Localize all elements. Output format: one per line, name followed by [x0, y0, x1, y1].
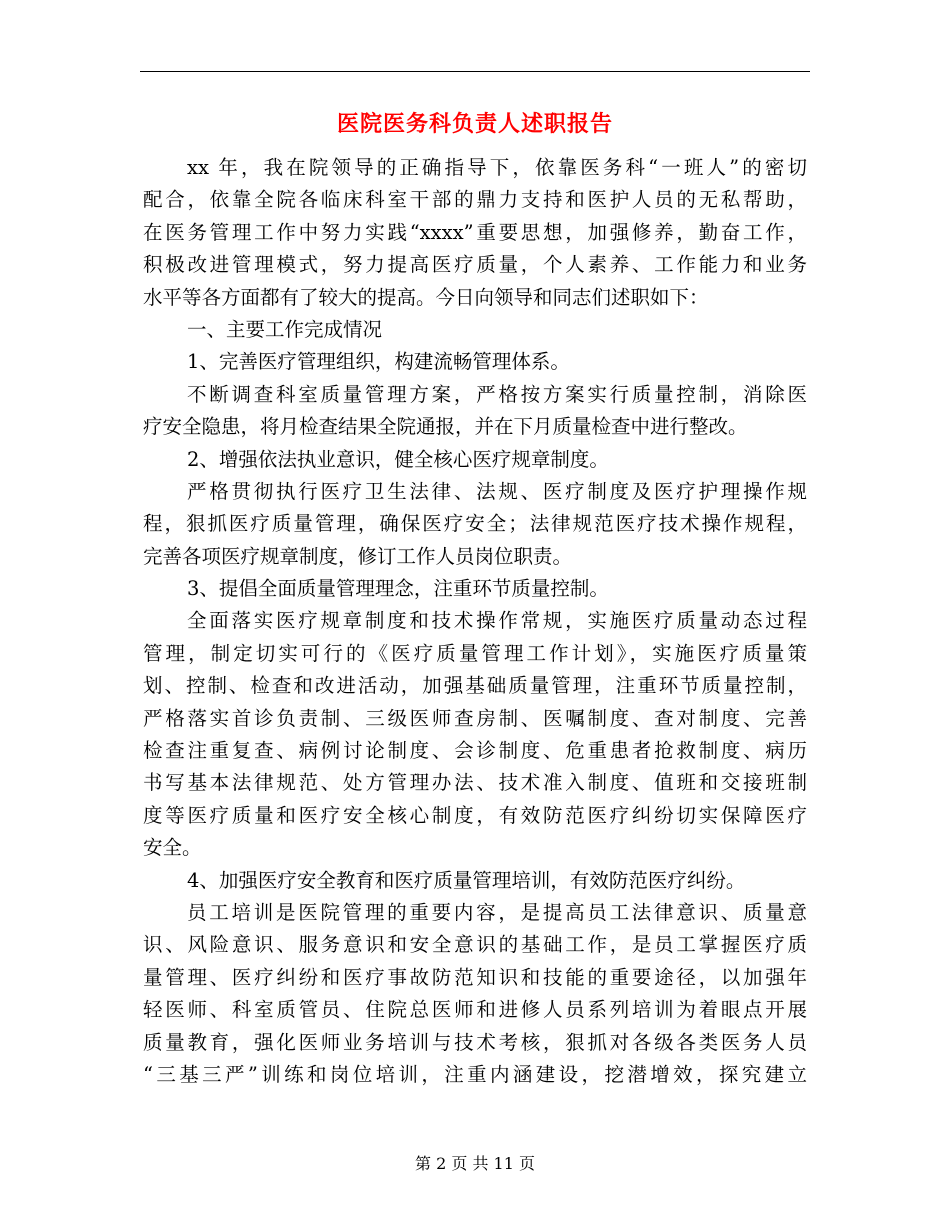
text-line: 完善各项医疗规章制度，修订工作人员岗位职责。	[143, 544, 573, 568]
document-title: 医院医务科负责人述职报告	[336, 111, 613, 137]
text-line: 度等医疗质量和医疗安全核心制度，有效防范医疗纠纷切实保障医疗	[143, 803, 807, 827]
text-line: xx 年，我在院领导的正确指导下，依靠医务科“一班人”的密切	[187, 156, 807, 179]
text-line: 识、风险意识、服务意识和安全意识的基础工作，是员工掌握医疗质	[143, 933, 807, 957]
text-line: 严格落实首诊负责制、三级医师查房制、医嘱制度、查对制度、完善	[143, 706, 807, 730]
text-line: 1、完善医疗管理组织，构建流畅管理体系。	[187, 350, 570, 374]
page-footer: 第 2 页 共 11 页	[415, 1154, 535, 1173]
text-line: 管理，制定切实可行的《医疗质量管理工作计划》，实施医疗质量策	[143, 641, 807, 665]
text-line: 轻医师、科室质管员、住院总医师和进修人员系列培训为着眼点开展	[143, 998, 807, 1022]
text-line: 划、控制、检查和改进活动，加强基础质量管理，注重环节质量控制，	[143, 674, 807, 698]
text-line: 配合，依靠全院各临床科室干部的鼎力支持和医护人员的无私帮助，	[143, 188, 807, 212]
header-rule	[140, 71, 810, 72]
text-line: 在医务管理工作中努力实践“xxxx”重要思想，加强修养，勤奋工作，	[143, 220, 807, 244]
text-line: 员工培训是医院管理的重要内容，是提高员工法律意识、质量意	[187, 900, 807, 924]
text-line: 水平等各方面都有了较大的提高。今日向领导和同志们述职如下：	[143, 285, 709, 309]
text-line: 质量教育，强化医师业务培训与技术考核，狠抓对各级各类医务人员	[143, 1030, 807, 1054]
text-line: 积极改进管理模式，努力提高医疗质量，个人素养、工作能力和业务	[143, 253, 807, 277]
text-line: 2、增强依法执业意识，健全核心医疗规章制度。	[187, 447, 609, 471]
text-line: 书写基本法律规范、处方管理办法、技术准入制度、值班和交接班制	[143, 771, 807, 795]
text-line: 安全。	[143, 836, 202, 860]
text-line: 不断调查科室质量管理方案，严格按方案实行质量控制，消除医	[187, 382, 807, 406]
text-line: “三基三严”训练和岗位培训，注重内涵建设，挖潜增效，探究建立	[143, 1062, 807, 1086]
text-line: 3、提倡全面质量管理理念，注重环节质量控制。	[187, 577, 609, 601]
document-body	[143, 152, 807, 1091]
text-line: 量管理、医疗纠纷和医疗事故防范知识和技能的重要途径，以加强年	[143, 965, 807, 989]
text-line: 检查注重复查、病例讨论制度、会诊制度、危重患者抢救制度、病历	[143, 739, 807, 763]
text-line: 4、加强医疗安全教育和医疗质量管理培训，有效防范医疗纠纷。	[187, 868, 746, 892]
text-line: 疗安全隐患，将月检查结果全院通报，并在下月质量检查中进行整改。	[143, 415, 748, 439]
text-line: 一、主要工作完成情况	[187, 317, 383, 341]
text-line: 全面落实医疗规章制度和技术操作常规，实施医疗质量动态过程	[187, 609, 807, 633]
text-line: 程，狠抓医疗质量管理，确保医疗安全；法律规范医疗技术操作规程，	[143, 512, 807, 536]
text-line: 严格贯彻执行医疗卫生法律、法规、医疗制度及医疗护理操作规	[187, 479, 807, 503]
